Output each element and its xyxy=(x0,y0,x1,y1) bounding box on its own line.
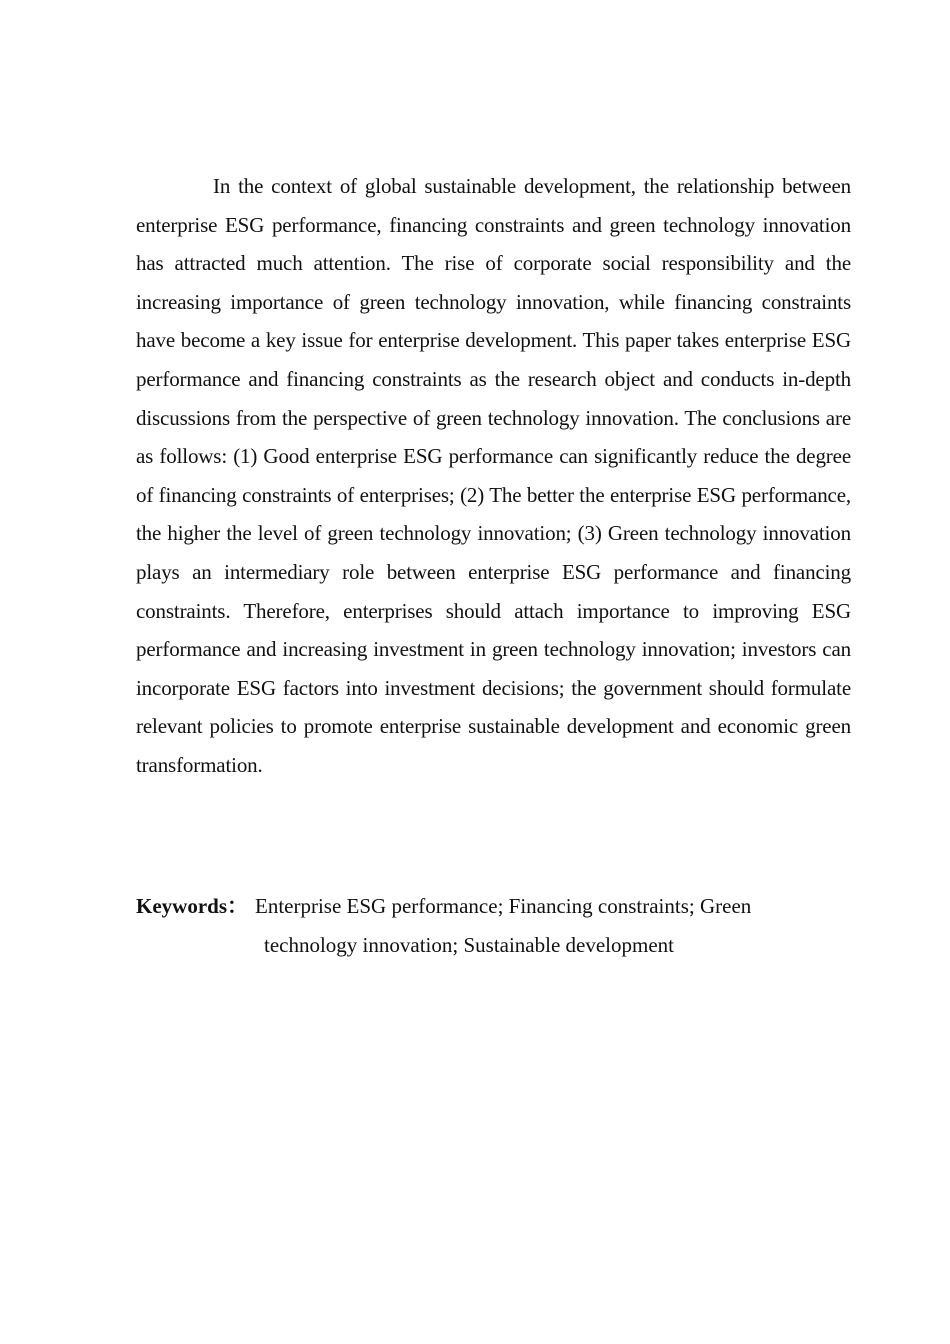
keywords-line-1: Enterprise ESG performance; Financing constraints; Green xyxy=(255,894,752,918)
keywords-list xyxy=(256,887,816,964)
abstract-paragraph: In the context of global sustainable development, the relationship between enterprise ESG performance, financing constraints and green technology innovation has attracted much attention. The rise of corporate social responsibility and the increasing importance of green technology innovation, while financing constraints have become a key issue for enterprise development. This paper takes enterprise ESG performance and financing constraints as the research object and conducts in-depth discussions from the perspective of green technology innovation. The conclusions are as follows: (1) Good enterprise ESG performance can significantly reduce the degree of financing constraints of enterprises; (2) The better the enterprise ESG performance, the higher the level of green technology innovation; (3) Green technology innovation plays an intermediary role between enterprise ESG performance and financing constraints. Therefore, enterprises should attach importance to improving ESG performance and increasing investment in green technology innovation; investors can incorporate ESG factors into investment decisions; the government should formulate relevant policies to promote enterprise sustainable development and economic green transformation. xyxy=(136,174,851,777)
keywords-line-2: technology innovation; Sustainable development xyxy=(264,932,675,957)
keywords-label: Keywords： xyxy=(136,894,248,918)
